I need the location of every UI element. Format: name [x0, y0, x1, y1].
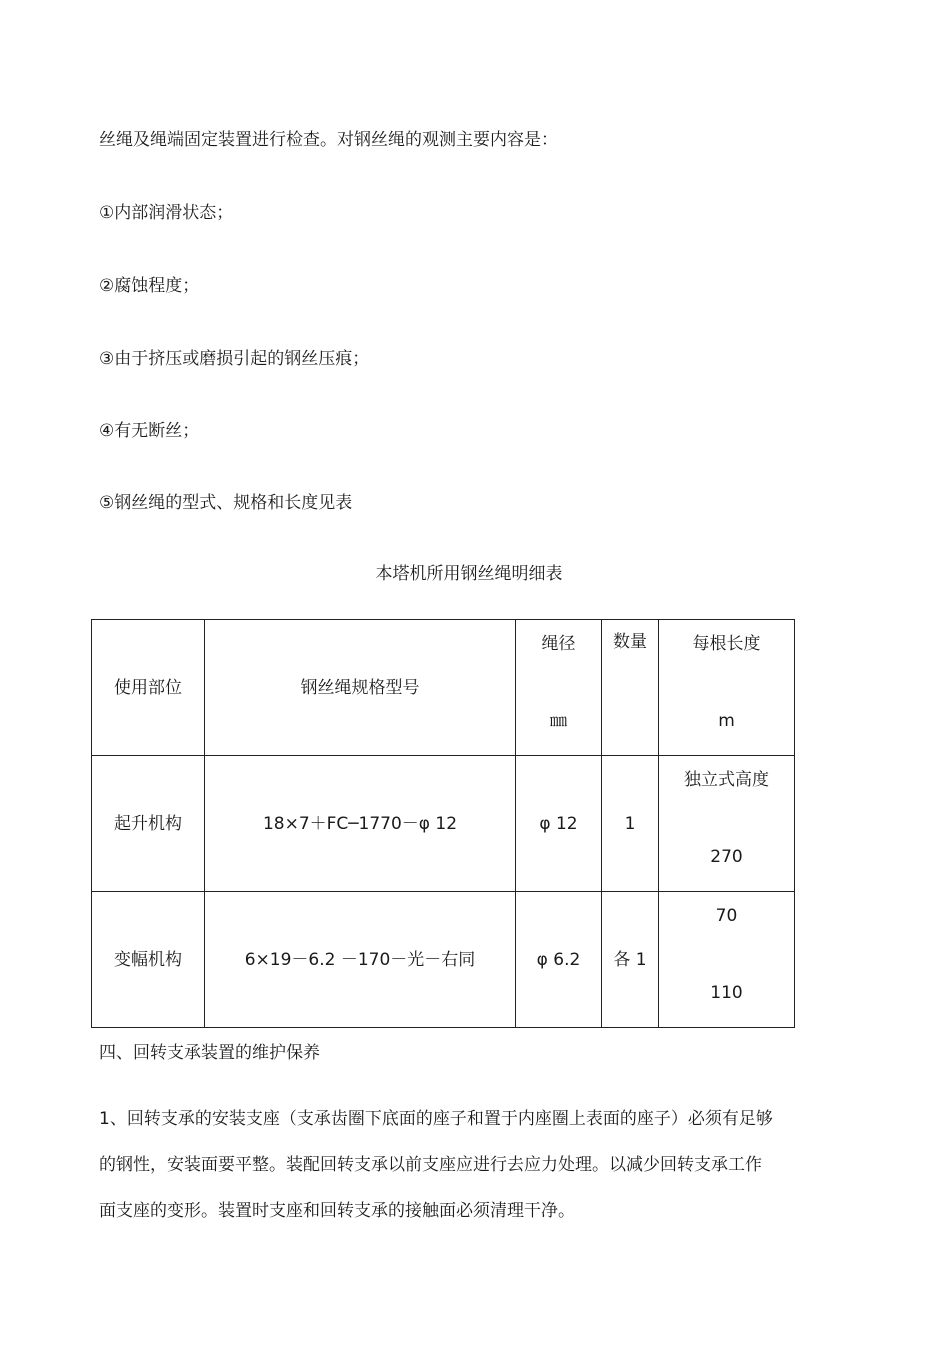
cell-part — [92, 892, 205, 1028]
header-quantity — [602, 620, 659, 756]
table-caption: 本塔机所用钢丝绳明细表 — [375, 564, 563, 584]
row1-spec: 18×7＋FC─1770－φ 12 — [262, 813, 458, 834]
list-item-3: ③由于挤压或磨损引起的钢丝压痕； — [99, 349, 370, 369]
row2-diameter: φ 6.2 — [536, 949, 581, 970]
header-diameter-unit: ㎜ — [550, 711, 567, 731]
row1-length-line2: 270 — [710, 847, 743, 867]
section-para-line-1: 1、回转支承的安装支座（支承齿圈下底面的座子和置于内座圈上表面的座子）必须有足够 — [99, 1109, 773, 1129]
intro-line: 丝绳及绳端固定装置进行检查。对钢丝绳的观测主要内容是： — [99, 130, 558, 150]
wire-rope-table — [91, 619, 795, 1028]
row1-length-line1: 独立式高度 — [684, 770, 769, 790]
cell-diameter — [516, 756, 602, 892]
table-row — [92, 756, 795, 892]
header-quantity-label: 数量 — [613, 632, 647, 652]
header-diameter-label: 绳径 — [541, 634, 576, 654]
cell-length — [659, 756, 795, 892]
cell-spec — [205, 756, 516, 892]
row2-quantity: 各 1 — [613, 949, 647, 970]
cell-quantity — [602, 892, 659, 1028]
list-item-4: ④有无断丝； — [99, 421, 200, 441]
table-row — [92, 892, 795, 1028]
row1-quantity: 1 — [624, 813, 636, 834]
list-item-2: ②腐蚀程度； — [99, 276, 200, 296]
section-heading: 四、回转支承装置的维护保养 — [99, 1043, 320, 1063]
header-length — [659, 620, 795, 756]
row2-length-line1: 70 — [715, 906, 738, 926]
section-para-line-3: 面支座的变形。装置时支座和回转支承的接触面必须清理干净。 — [99, 1201, 575, 1221]
cell-length — [659, 892, 795, 1028]
section-para-line-2: 的钢性，安装面要平整。装配回转支承以前支座应进行去应力处理。以减少回转支承工作 — [99, 1155, 762, 1175]
table-header-row — [92, 620, 795, 756]
cell-diameter — [516, 892, 602, 1028]
header-spec-label: 钢丝绳规格型号 — [300, 677, 420, 698]
row1-diameter: φ 12 — [539, 813, 578, 834]
list-item-5: ⑤钢丝绳的型式、规格和长度见表 — [99, 493, 353, 513]
cell-spec — [205, 892, 516, 1028]
header-part — [92, 620, 205, 756]
row2-spec: 6×19－6.2 －170－光－右同 — [244, 949, 476, 970]
cell-quantity — [602, 756, 659, 892]
list-item-1: ①内部润滑状态； — [99, 203, 234, 223]
row2-part: 变幅机构 — [114, 949, 182, 970]
row1-part: 起升机构 — [114, 813, 182, 834]
header-length-unit: m — [718, 711, 735, 731]
header-length-label: 每根长度 — [692, 634, 761, 654]
header-spec — [205, 620, 516, 756]
row2-length-line2: 110 — [710, 983, 743, 1003]
header-diameter — [516, 620, 602, 756]
cell-part — [92, 756, 205, 892]
header-part-label: 使用部位 — [114, 677, 182, 698]
